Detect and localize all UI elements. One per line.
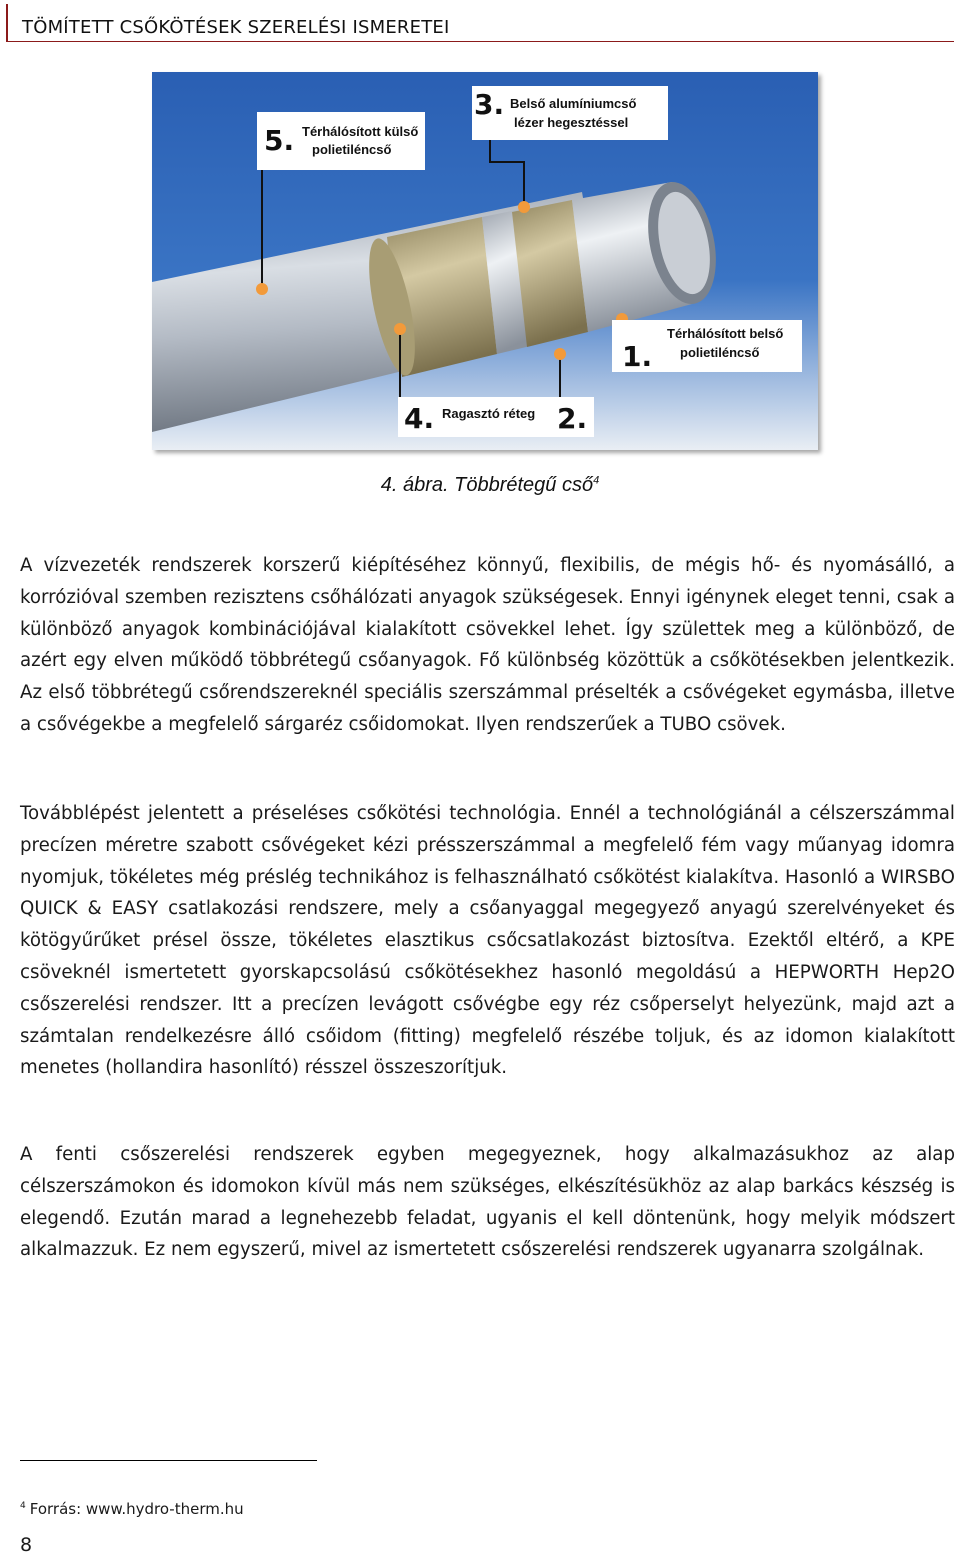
caption-footnote-mark: 4 bbox=[593, 474, 600, 487]
label-adhesive bbox=[398, 397, 594, 437]
label-1-line2: polietiléncső bbox=[680, 345, 760, 360]
label-4-text: Ragasztó réteg bbox=[442, 406, 536, 421]
paragraph-2: Továbblépést jelentett a préseléses csőkötési technológia. Ennél a technológiánál a célszerszámmal precízen méretre szabott csővégeket kézi présszerszámmal a megfelelő fém vagy műanyag idomra nyomjuk, tökéletes még préslég technikához is felhasználható csőkötést kialakítva. Hasonló a WIRSBO QUICK & EASY csatlakozási rendszere, mely a csőanyaggal megegyező anyagú szerelvényeket és kötögyűrűket présel össze, tökéletes elasztikus csőcsatlakozást biztosítva. Ezektől eltérő, a KPE csöveknél ismertetett gyorskapcsolású csőkötésekhez hasonló megoldású a HEPWORTH Hep2O csőszerelési rendszer. Itt a precízen levágott csővégbe egy réz csőperselyt helyezünk, majd azt a számtalan rendelkezésre álló csőidom (fitting) megfelelő részébe toljuk, és az idomon kialakított menetes (hollandira hasonlító) résszel összeszorítjuk. bbox=[20, 803, 955, 1079]
paragraph-1: A vízvezeték rendszerek korszerű kiépítéséhez könnyű, flexibilis, de mégis hő- és nyomásálló, a korrózióval szemben rezisztens csőhálózati anyagok szükségesek. Ennyi igénynek eleget tenni, csak a különböző anyagok kombinációjával kialakított csövekkel lehet. Így születtek meg a különböző, de azért egy elven működő többrétegű csőanyagok. Fő különbség közöttük a csőkötésekben jelentkezik. Az első többrétegű csőrendszereknél speciális szerszámmal préselték a csővégeket egymásba, illetve a csővégekbe a megfelelő sárgaréz csőidomokat. Ilyen rendszerűek a TUBO csövek. bbox=[20, 555, 955, 735]
footnote-text: Forrás: www.hydro-therm.hu bbox=[29, 1500, 244, 1518]
page-header bbox=[6, 4, 954, 42]
page-number: 8 bbox=[20, 1534, 33, 1556]
footnote-divider bbox=[20, 1460, 317, 1461]
label-4-number: 4. bbox=[404, 402, 435, 435]
label-5-line2: polietiléncső bbox=[312, 142, 392, 157]
label-3-number: 3. bbox=[474, 88, 505, 121]
header-title: TÖMÍTETT CSŐKÖTÉSEK SZERELÉSI ISMERETEI bbox=[22, 17, 450, 38]
paragraph-3: A fenti csőszerelési rendszerek egyben megegyeznek, hogy alkalmazásukhoz az alap célszerszámokon és idomokon kívül más nem szükséges, elkészítésükhöz az alap barkács készség is elegendő. Ezután marad a legnehezebb feladat, ugyanis el kell döntenünk, hogy melyik módszert alkalmazzuk. Ez nem egyszerű, mivel az ismertetett csőszerelési rendszerek ugyanarra szolgálnak. bbox=[20, 1144, 955, 1261]
footnote-mark: 4 bbox=[20, 1501, 26, 1511]
pipe-illustration bbox=[152, 72, 818, 450]
label-5-line1: Térhálósított külső bbox=[302, 124, 419, 139]
label-3-line2: lézer hegesztéssel bbox=[514, 115, 629, 130]
label-1-line1: Térhálósított belső bbox=[667, 326, 784, 341]
caption-text: 4. ábra. Többrétegű cső bbox=[380, 474, 594, 496]
label-3-line1: Belső alumíniumcső bbox=[510, 96, 637, 111]
label-inner-pe bbox=[612, 320, 802, 373]
label-outer-pe bbox=[257, 112, 425, 170]
label-1-number: 1. bbox=[622, 340, 653, 373]
label-aluminium bbox=[472, 86, 668, 140]
figure-caption bbox=[0, 474, 960, 497]
label-2-number: 2. bbox=[557, 402, 588, 435]
label-5-number: 5. bbox=[264, 124, 295, 157]
footnote bbox=[20, 1500, 244, 1518]
